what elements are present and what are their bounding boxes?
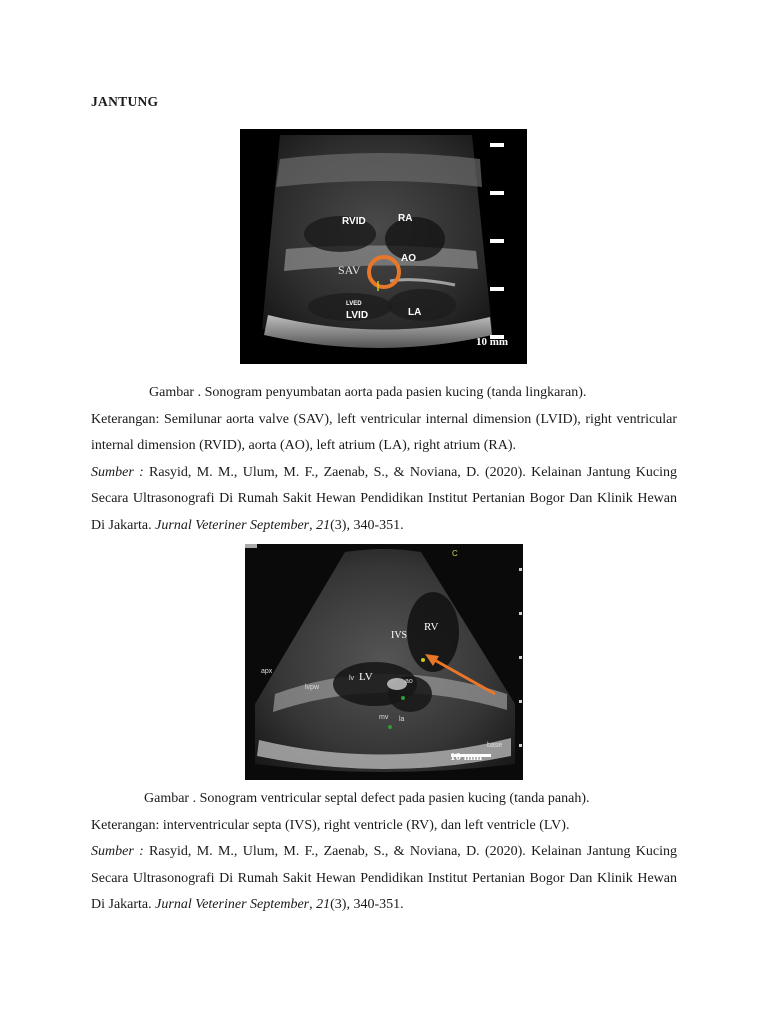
- journal-name: Jurnal Veteriner September: [155, 517, 310, 533]
- label-mv: mv: [379, 714, 389, 721]
- label-lvpw: lvpw: [305, 684, 320, 691]
- label-ivs: IVS: [391, 630, 408, 641]
- figure2-keterangan: Keterangan: interventricular septa (IVS), right ventricle (RV), dan left ventricle (LV).: [91, 817, 570, 833]
- scale-bar-label: 10 mm: [476, 336, 509, 348]
- figure2-caption: Gambar . Sonogram ventricular septal defect pada pasien kucing (tanda panah).: [144, 791, 590, 806]
- label-c: C: [452, 549, 458, 558]
- source-text: Rasyid, M. M., Ulum, M. F., Zaenab, S., & Noviana, D. (2020). Kelainan Jantung Kucing Secara Ultrasonografi Di Rumah Sakit Hewan Pendidikan Institut Pertanian Bogor Dan Klinik Hewan Di Jakarta.: [91, 844, 677, 912]
- source-label: Sumber :: [91, 844, 144, 859]
- label-ao: AO: [401, 253, 416, 264]
- sonogram-image-aorta: [240, 129, 527, 364]
- label-ra: RA: [398, 213, 413, 224]
- figure1-caption-block: [91, 380, 677, 539]
- label-rvid: RVID: [342, 216, 366, 227]
- figure1-caption: Gambar . Sonogram penyumbatan aorta pada pasien kucing (tanda lingkaran).: [149, 385, 587, 400]
- section-heading: JANTUNG: [91, 94, 159, 109]
- label-base: base: [487, 742, 503, 749]
- label-lved: LVED: [346, 301, 362, 307]
- label-la: la: [399, 716, 405, 723]
- label-apx: apx: [261, 668, 273, 675]
- label-lv-small: lv: [349, 675, 355, 682]
- journal-pages: (3), 340-351.: [330, 517, 404, 533]
- journal-name: Jurnal Veteriner September: [155, 897, 310, 912]
- journal-volume: 21: [316, 897, 331, 912]
- label-sav: SAV: [338, 263, 361, 277]
- figure2-caption-block: [91, 786, 677, 919]
- figure1-source: Sumber : Rasyid, M. M., Ulum, M. F., Zaenab, S., & Noviana, D. (2020). Kelainan Jantung Kucing Secara Ultrasonografi Di Rumah Sakit Hewan Pendidikan Institut Pertanian Bogor Dan Klinik Hewan Di Jakarta. Jurnal Veteriner September, 21(3), 340-351.: [91, 464, 677, 533]
- source-text: Rasyid, M. M., Ulum, M. F., Zaenab, S., & Noviana, D. (2020). Kelainan Jantung Kucing Secara Ultrasonografi Di Rumah Sakit Hewan Pendidikan Institut Pertanian Bogor Dan Klinik Hewan Di Jakarta.: [91, 464, 677, 533]
- label-rv: RV: [424, 621, 439, 633]
- label-lv: LV: [359, 671, 373, 683]
- scale-bar-label: 10 mm: [450, 751, 483, 763]
- journal-pages: (3), 340-351.: [330, 897, 404, 912]
- label-ao: ao: [405, 678, 413, 685]
- journal-volume: 21: [316, 517, 331, 533]
- source-label: Sumber :: [91, 464, 144, 480]
- sonogram-image-vsd: [245, 544, 523, 780]
- figure2-source: Sumber : Rasyid, M. M., Ulum, M. F., Zaenab, S., & Noviana, D. (2020). Kelainan Jantung Kucing Secara Ultrasonografi Di Rumah Sakit Hewan Pendidikan Institut Pertanian Bogor Dan Klinik Hewan Di Jakarta. Jurnal Veteriner September, 21(3), 340-351.: [91, 844, 677, 912]
- figure1-keterangan: Keterangan: Semilunar aorta valve (SAV), left ventricular internal dimension (LVID), right ventricular internal dimension (RVID), aorta (AO), left atrium (LA), right atrium (RA).: [91, 411, 677, 453]
- label-lvid: LVID: [346, 310, 369, 321]
- label-la: LA: [408, 307, 422, 318]
